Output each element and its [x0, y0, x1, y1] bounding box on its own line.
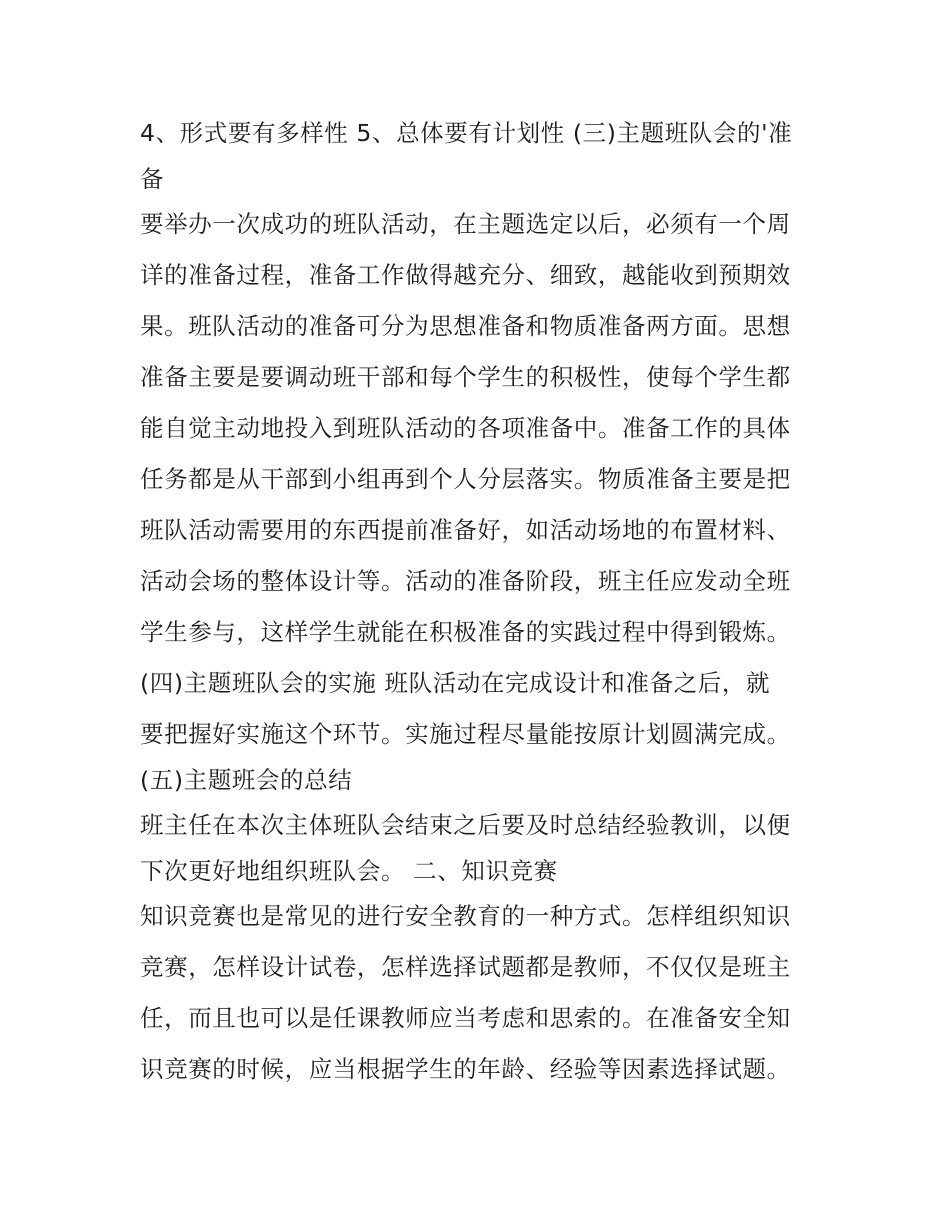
text-line: 4、形式要有多样性 5、总体要有计划性 (三)主题班队会的'准	[140, 119, 793, 147]
text-line: 要把握好实施这个环节。实施过程尽量能按原计划圆满完成。	[140, 720, 791, 748]
text-line: 下次更好地组织班队会。 二、知识竞赛	[140, 857, 558, 885]
text-line: 任，而且也可以是任课教师应当考虑和思索的。在准备安全知	[140, 1004, 791, 1032]
text-line: 果。班队活动的准备可分为思想准备和物质准备两方面。思想	[140, 312, 791, 340]
text-line: 竞赛，怎样设计试卷，怎样选择试题都是教师，不仅仅是班主	[140, 953, 791, 981]
text-line: 识竞赛的时候，应当根据学生的年龄、经验等因素选择试题。	[140, 1055, 791, 1083]
text-line: 备	[140, 165, 165, 193]
text-line: (四)主题班队会的实施 班队活动在完成设计和准备之后，就	[140, 669, 771, 697]
text-line: 准备主要是要调动班干部和每个学生的积极性，使每个学生都	[140, 363, 791, 391]
text-line: (五)主题班会的总结	[140, 766, 353, 794]
text-line: 班队活动需要用的东西提前准备好，如活动场地的布置材料、	[140, 516, 791, 544]
text-line: 要举办一次成功的班队活动，在主题选定以后，必须有一个周	[140, 210, 791, 238]
text-line: 学生参与，这样学生就能在积极准备的实践过程中得到锻炼。	[140, 618, 791, 646]
text-line: 班主任在本次主体班队会结束之后要及时总结经验教训，以便	[140, 811, 791, 839]
text-line: 能自觉主动地投入到班队活动的各项准备中。准备工作的具体	[140, 414, 791, 442]
text-line: 知识竞赛也是常见的进行安全教育的一种方式。怎样组织知识	[140, 902, 791, 930]
text-line: 活动会场的整体设计等。活动的准备阶段，班主任应发动全班	[140, 567, 791, 595]
text-line: 任务都是从干部到小组再到个人分层落实。物质准备主要是把	[140, 465, 791, 493]
text-line: 详的准备过程，准备工作做得越充分、细致，越能收到预期效	[140, 261, 791, 289]
document-body	[140, 108, 820, 1095]
